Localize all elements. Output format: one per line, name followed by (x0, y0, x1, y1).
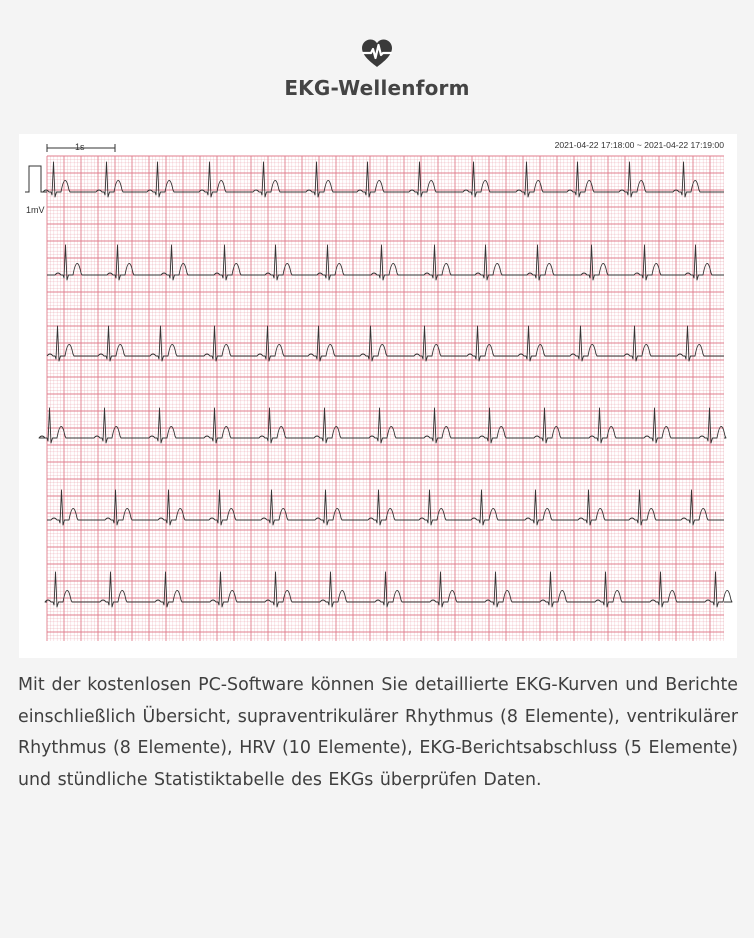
ecg-trace-6 (45, 572, 732, 607)
ecg-grid (47, 156, 724, 641)
time-scale-label: 1s (75, 142, 85, 152)
ecg-grid-major (47, 156, 724, 641)
time-range-label: 2021-04-22 17:18:00 ~ 2021-04-22 17:19:00 (554, 140, 724, 150)
voltage-scale-label: 1mV (26, 205, 45, 215)
description-text: Mit der kostenlosen PC-Software können Sie detaillierte EKG-Kurven und Berichte einschließlich Übersicht, supraventrikulärer Rhythmus (8 Elemente), ventrikulärer Rhythmus (8 Elemente), HRV (10 Elemente), EKG-Berichtsabschluss (5 Elemente) und stündliche Statistiktabelle des EKGs überprüfen Daten. (18, 675, 738, 790)
ecg-waveform-panel (19, 134, 737, 658)
calibration-pulse (25, 166, 47, 192)
page-title: EKG-Wellenform (284, 76, 470, 100)
heart-pulse-icon (360, 38, 394, 68)
